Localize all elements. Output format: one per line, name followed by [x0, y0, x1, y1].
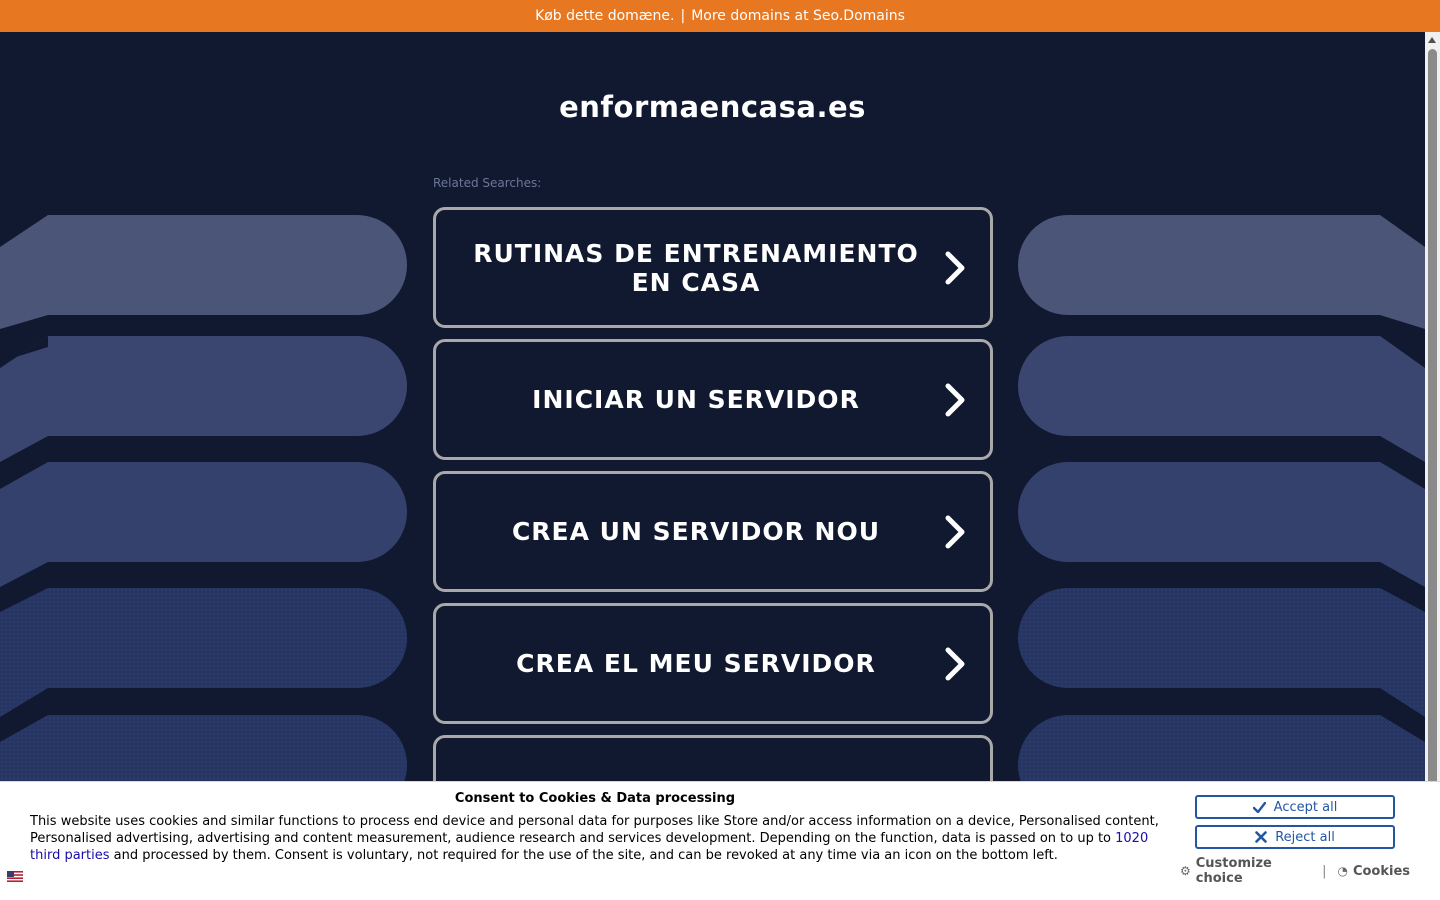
checkmark-icon — [1253, 802, 1266, 813]
page-title: enformaencasa.es — [559, 90, 866, 124]
main-content — [0, 32, 1425, 900]
third-parties-link[interactable]: 1020 third parties — [30, 831, 1149, 863]
search-link-label: RUTINAS DE ENTRENAMIENTO EN CASA — [473, 238, 919, 297]
search-link-crea-meu-servidor[interactable] — [433, 603, 993, 724]
reject-all-label: Reject all — [1275, 829, 1335, 845]
gear-icon: ⚙ — [1180, 864, 1191, 878]
accept-all-button[interactable] — [1195, 795, 1395, 819]
consent-description — [30, 813, 1165, 864]
search-link-label: CREA UN SERVIDOR NOU — [511, 517, 881, 546]
top-banner — [0, 0, 1440, 32]
search-link-label: CREA EL MEU SERVIDOR — [516, 649, 876, 678]
chevron-right-icon — [944, 647, 966, 681]
search-link-crea-servidor-nou[interactable] — [433, 471, 993, 592]
chevron-right-icon — [944, 251, 966, 285]
cookie-icon: ◔ — [1337, 864, 1348, 878]
consent-links — [1180, 856, 1410, 886]
more-domains-link[interactable]: More domains at Seo.Domains — [691, 8, 905, 24]
reject-all-button[interactable] — [1195, 825, 1395, 849]
consent-text-part: This website uses cookies and similar functions to process end device and personal data for purposes like Store and/or access information on a device, Personalised content, Personalised advertising, advertising and content measurement, audience research and services development. Depending on the function, data is passed on to up to — [30, 814, 1159, 846]
related-searches-label: Related Searches: — [433, 176, 542, 190]
consent-title: Consent to Cookies & Data processing — [454, 791, 736, 806]
search-link-iniciar-servidor[interactable] — [433, 339, 993, 460]
search-link-rutinas[interactable] — [433, 207, 993, 328]
consent-text-part: and processed by them. Consent is voluntary, not required for the use of the site, and can be revoked at any time via an icon on the bottom left. — [109, 848, 1058, 863]
scrollbar-thumb[interactable] — [1428, 49, 1437, 789]
links-separator: | — [1322, 863, 1327, 879]
customize-choice-link[interactable]: Customize choice — [1195, 856, 1272, 886]
x-icon — [1255, 831, 1267, 843]
vertical-scrollbar[interactable] — [1425, 32, 1440, 900]
banner-separator: | — [680, 8, 686, 24]
chevron-right-icon — [944, 515, 966, 549]
us-flag-icon[interactable] — [7, 871, 23, 882]
chevron-right-icon — [944, 383, 966, 417]
cookie-consent-banner — [0, 781, 1440, 900]
cookies-link[interactable]: Cookies — [1352, 863, 1410, 879]
scroll-up-arrow-icon[interactable] — [1428, 37, 1436, 43]
accept-all-label: Accept all — [1273, 799, 1338, 815]
search-link-label: INICIAR UN SERVIDOR — [532, 385, 860, 414]
buy-domain-link[interactable]: Køb dette domæne. — [535, 8, 675, 24]
